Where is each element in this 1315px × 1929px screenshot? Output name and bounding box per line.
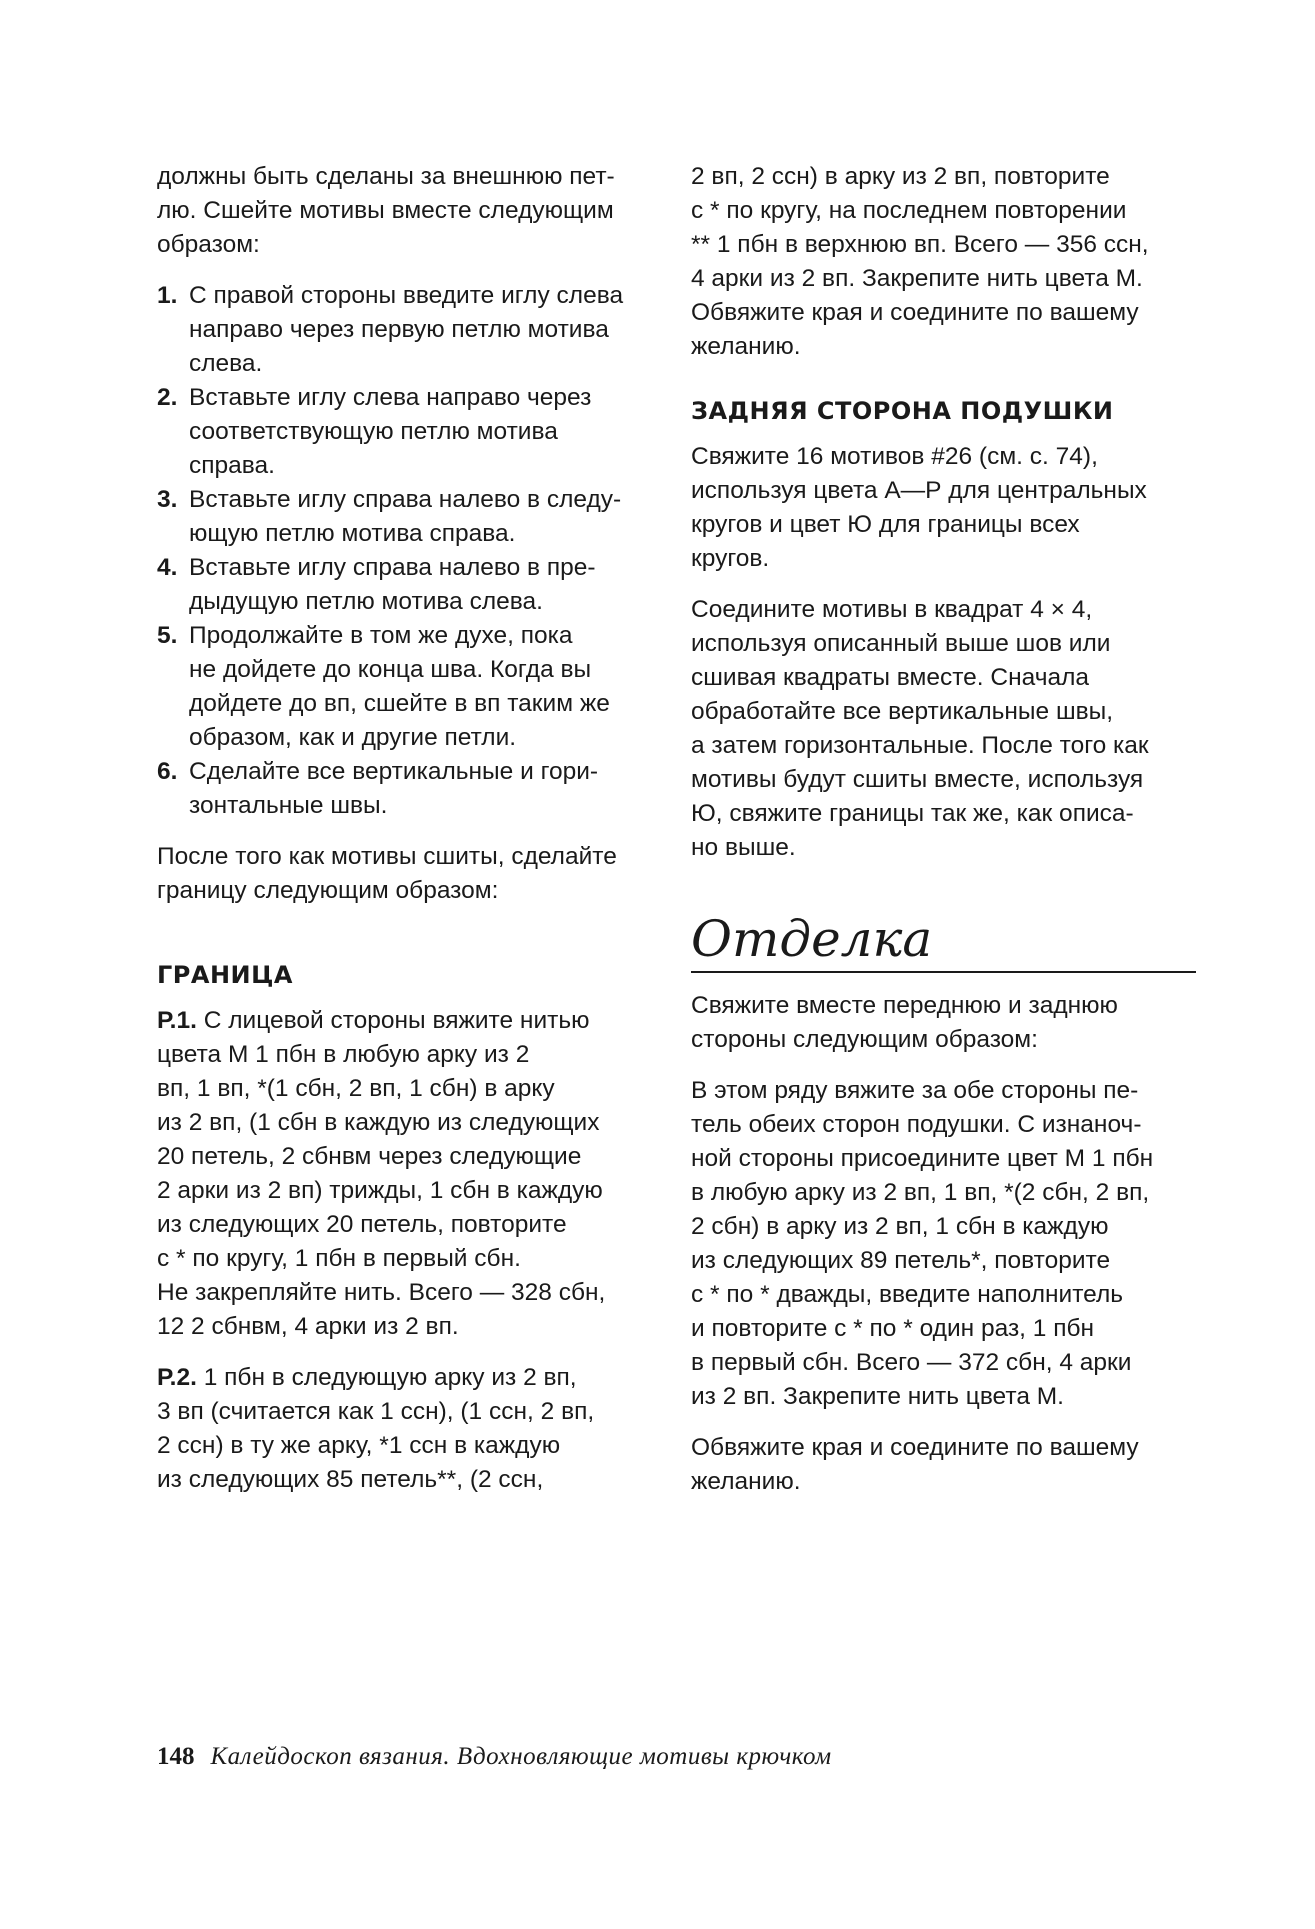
text-line: в любую арку из 2 вп, 1 вп, *(2 сбн, 2 вп, — [691, 1179, 1150, 1206]
text-line: Свяжите 16 мотивов #26 (см. с. 74), — [691, 443, 1098, 470]
right-column — [691, 160, 1196, 1516]
step-number: 6. — [157, 758, 178, 785]
finishing-paragraph-2 — [691, 1074, 1196, 1414]
text-line: с * по кругу, 1 пбн в первый сбн. — [157, 1245, 521, 1272]
text-line: 2 вп, 2 ссн) в арку из 2 вп, повторите — [691, 163, 1110, 190]
text-line: Свяжите вместе переднюю и заднюю — [691, 992, 1118, 1019]
text-line: справа. — [189, 452, 275, 479]
finishing-paragraph-1 — [691, 989, 1196, 1057]
text-line: обработайте все вертикальные швы, — [691, 698, 1114, 725]
left-column — [157, 160, 657, 1514]
text-line: Не закрепляйте нить. Всего — 328 сбн, — [157, 1279, 606, 1306]
step-number: 4. — [157, 554, 178, 581]
text-line: 12 2 сбнвм, 4 арки из 2 вп. — [157, 1313, 459, 1340]
step-number: 2. — [157, 384, 178, 411]
row-1-paragraph — [157, 1004, 657, 1344]
intro-paragraph — [157, 160, 657, 262]
text-line: с * по кругу, на последнем повторении — [691, 197, 1127, 224]
text-line: из следующих 85 петель**, (2 ссн, — [157, 1466, 544, 1493]
text-line — [157, 1004, 657, 1038]
text-line: вп, 1 вп, *(1 сбн, 2 вп, 1 сбн) в арку — [157, 1075, 555, 1102]
back-side-paragraph-1 — [691, 440, 1196, 576]
text-line: Обвяжите края и соедините по вашему — [691, 1434, 1139, 1461]
text-line: мотивы будут сшиты вместе, используя — [691, 766, 1144, 793]
step-item — [157, 619, 657, 755]
back-side-paragraph-2 — [691, 593, 1196, 865]
text-line: направо через первую петлю мотива — [189, 316, 609, 343]
step-item — [157, 755, 657, 823]
text-line: Обвяжите края и соедините по вашему — [691, 299, 1139, 326]
step-number: 1. — [157, 282, 178, 309]
text-line: и повторите с * по * один раз, 1 пбн — [691, 1315, 1095, 1342]
step-item — [157, 381, 657, 483]
book-title: Калейдоскоп вязания. Вдохновляющие мотивы крючком — [210, 1743, 832, 1770]
step-number: 3. — [157, 486, 178, 513]
continuation-paragraph — [691, 160, 1196, 364]
text-line: зонтальные швы. — [189, 792, 388, 819]
step-item — [157, 483, 657, 551]
text-line: 4 арки из 2 вп. Закрепите нить цвета М. — [691, 265, 1143, 292]
text-line: Вставьте иглу справа налево в следу- — [189, 486, 622, 513]
text-line: 2 ссн) в ту же арку, *1 ссн в каждую — [157, 1432, 561, 1459]
text-line: соответствующую петлю мотива — [189, 418, 558, 445]
text-line: из следующих 20 петель, повторите — [157, 1211, 567, 1238]
text-line: После того как мотивы сшиты, сделайте — [157, 843, 617, 870]
text-line: используя описанный выше шов или — [691, 630, 1111, 657]
text-line: границу следующим образом: — [157, 877, 499, 904]
finishing-heading: Отделка — [691, 909, 1196, 973]
text-line: из 2 вп, (1 сбн в каждую из следующих — [157, 1109, 600, 1136]
text-line: ющую петлю мотива справа. — [189, 520, 516, 547]
text-line: В этом ряду вяжите за обе стороны пе- — [691, 1077, 1139, 1104]
text-line: слева. — [189, 350, 263, 377]
text-line: не дойдете до конца шва. Когда вы — [189, 656, 592, 683]
text-line: кругов. — [691, 545, 770, 572]
text-line: желанию. — [691, 333, 801, 360]
text-line: тель обеих сторон подушки. С изнаноч- — [691, 1111, 1142, 1138]
text-line: 20 петель, 2 сбнвм через следующие — [157, 1143, 582, 1170]
step-item — [157, 279, 657, 381]
step-item — [157, 551, 657, 619]
text-line: дыдущую петлю мотива слева. — [189, 588, 543, 615]
text-line: дойдете до вп, сшейте в вп таким же — [189, 690, 610, 717]
text-line: стороны следующим образом: — [691, 1026, 1038, 1053]
row-label: Р.1. — [157, 1007, 197, 1034]
text-line: с * по * дважды, введите наполнитель — [691, 1281, 1124, 1308]
sewing-steps-list — [157, 279, 657, 823]
text-line: цвета М 1 пбн в любую арку из 2 — [157, 1041, 530, 1068]
text-line: из следующих 89 петель*, повторите — [691, 1247, 1111, 1274]
text-line: Продолжайте в том же духе, пока — [189, 622, 573, 649]
text-line: в первый сбн. Всего — 372 сбн, 4 арки — [691, 1349, 1132, 1376]
finishing-paragraph-3 — [691, 1431, 1196, 1499]
text-line: 3 вп (считается как 1 ссн), (1 ссн, 2 вп, — [157, 1398, 595, 1425]
text-line: С правой стороны введите иглу слева — [189, 282, 624, 309]
text-fragment: С лицевой стороны вяжите нитью — [196, 1007, 590, 1034]
text-line: Сделайте все вертикальные и гори- — [189, 758, 599, 785]
page-number: 148 — [157, 1743, 195, 1770]
text-line: из 2 вп. Закрепите нить цвета М. — [691, 1383, 1064, 1410]
text-line: желанию. — [691, 1468, 801, 1495]
text-line: образом, как и другие петли. — [189, 724, 517, 751]
text-line — [157, 1361, 657, 1395]
text-line: а затем горизонтальные. После того как — [691, 732, 1149, 759]
text-line: используя цвета А—Р для центральных — [691, 477, 1147, 504]
text-line: ной стороны присоедините цвет М 1 пбн — [691, 1145, 1154, 1172]
row-2-paragraph — [157, 1361, 657, 1497]
text-line: но выше. — [691, 834, 796, 861]
text-line: сшивая квадраты вместе. Сначала — [691, 664, 1090, 691]
text-line: образом: — [157, 231, 260, 258]
text-line: 2 арки из 2 вп) трижды, 1 сбн в каждую — [157, 1177, 603, 1204]
text-line: лю. Сшейте мотивы вместе следующим — [157, 197, 614, 224]
text-line: ** 1 пбн в верхнюю вп. Всего — 356 ссн, — [691, 231, 1149, 258]
page-footer — [157, 1743, 832, 1771]
text-line: Вставьте иглу справа налево в пре- — [189, 554, 596, 581]
text-line: Соедините мотивы в квадрат 4 × 4, — [691, 596, 1093, 623]
text-line: Ю, свяжите границы так же, как описа- — [691, 800, 1134, 827]
after-steps-paragraph — [157, 840, 657, 908]
text-line: Вставьте иглу слева направо через — [189, 384, 592, 411]
row-label: Р.2. — [157, 1364, 197, 1391]
back-side-heading: ЗАДНЯЯ СТОРОНА ПОДУШКИ — [691, 397, 1114, 425]
text-line: 2 сбн) в арку из 2 вп, 1 сбн в каждую — [691, 1213, 1109, 1240]
border-heading: ГРАНИЦА — [157, 961, 293, 989]
text-fragment: 1 пбн в следующую арку из 2 вп, — [196, 1364, 577, 1391]
text-line: кругов и цвет Ю для границы всех — [691, 511, 1080, 538]
text-line: должны быть сделаны за внешнюю пет- — [157, 163, 615, 190]
step-number: 5. — [157, 622, 178, 649]
